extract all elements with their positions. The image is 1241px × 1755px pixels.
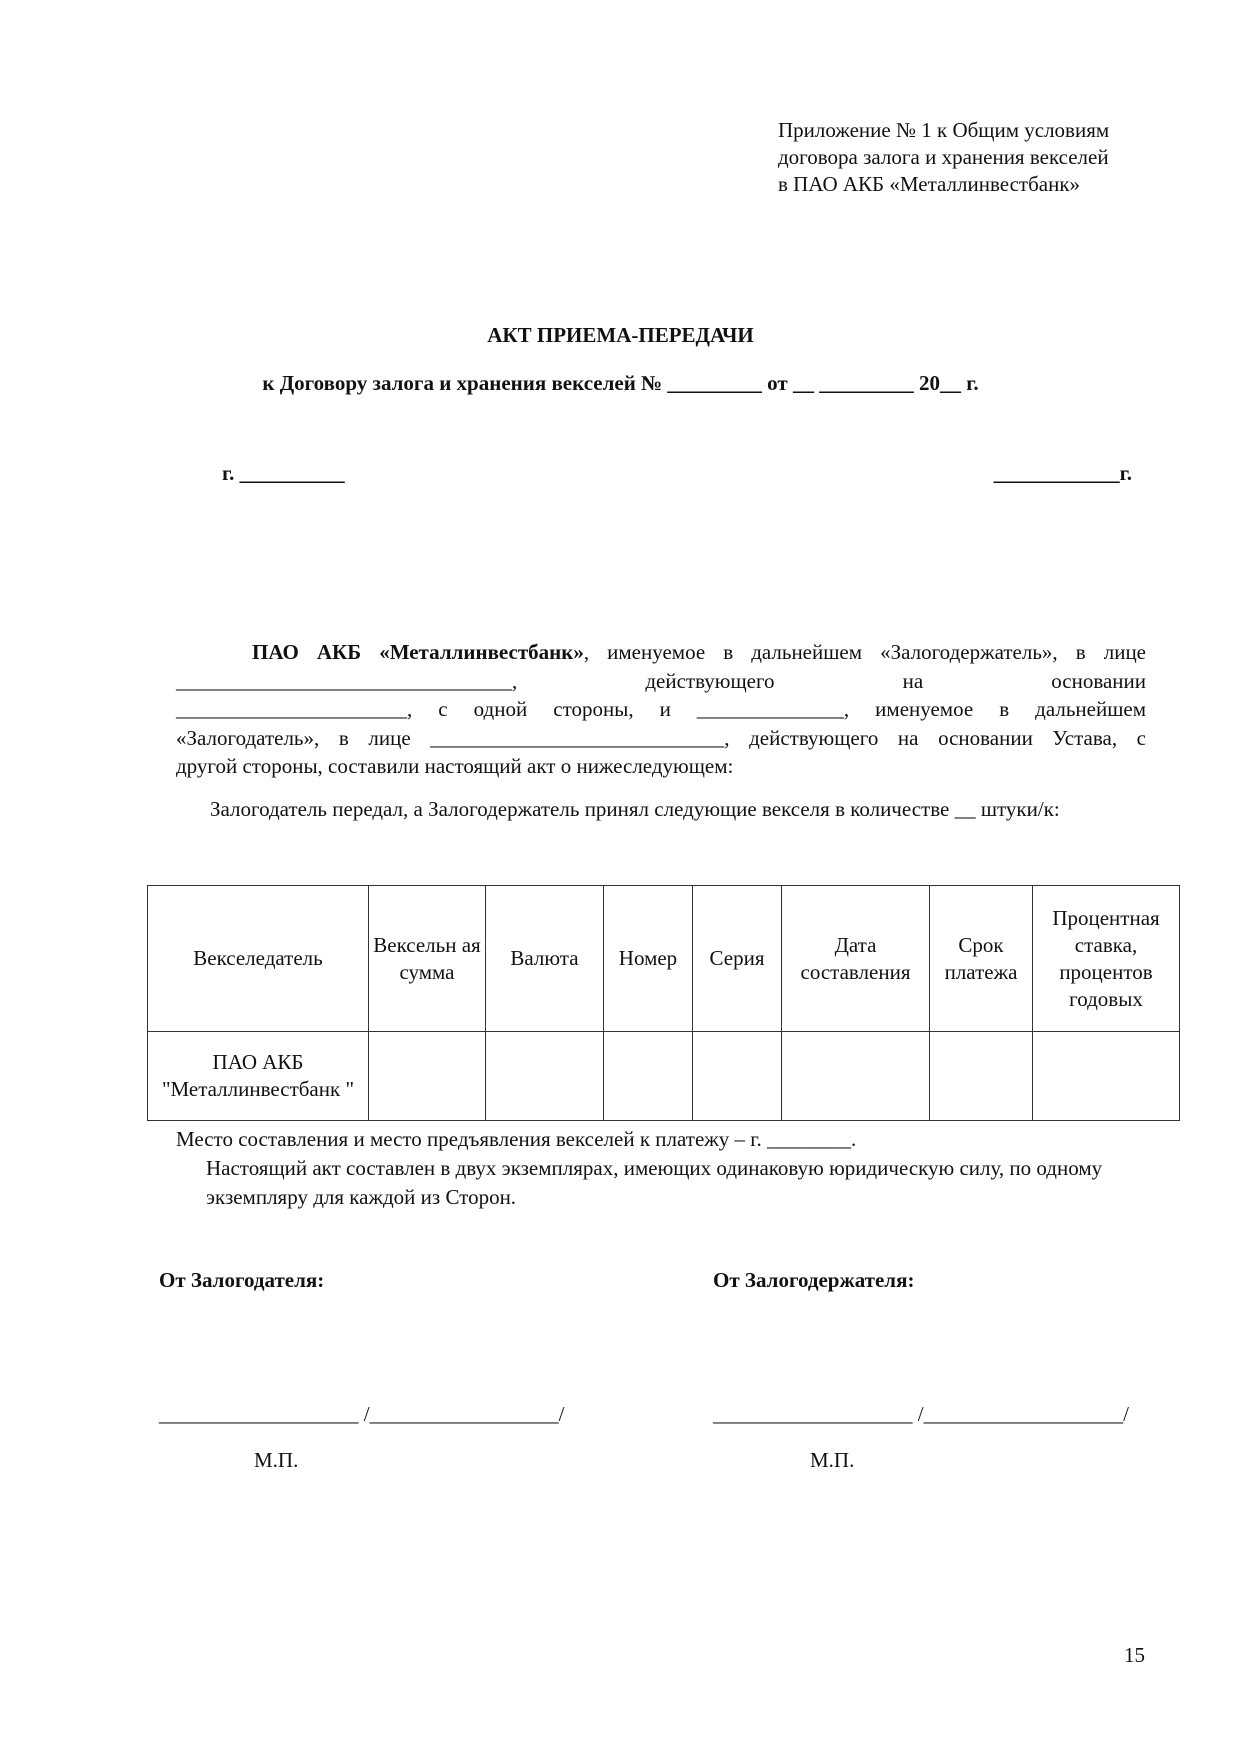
pledgor-label: От Залогодателя: xyxy=(159,1268,325,1292)
appendix-note xyxy=(778,117,1109,198)
table-header-row xyxy=(148,886,1180,1032)
header-amount: Вексельн ая сумма xyxy=(369,886,486,1032)
table-row xyxy=(148,1032,1180,1121)
appendix-line-1: Приложение № 1 к Общим условиям xyxy=(778,118,1110,142)
bills-table xyxy=(147,885,1180,1121)
cell-payment-term xyxy=(930,1032,1033,1121)
cell-amount xyxy=(369,1032,486,1121)
parties-line-5: другой стороны, составили настоящий акт о нижеследующем: xyxy=(176,754,734,778)
document-title: АКТ ПРИЕМА-ПЕРЕДАЧИ xyxy=(487,323,754,347)
cell-drawer: ПАО АКБ "Металлинвестбанк " xyxy=(148,1032,369,1121)
pledgor-stamp-place: М.П. xyxy=(254,1448,299,1472)
header-currency: Валюта xyxy=(486,886,604,1032)
header-payment-term: Срок платежа xyxy=(930,886,1033,1032)
cell-number xyxy=(604,1032,693,1121)
parties-line-2: ________________________________, действующего на основании xyxy=(176,668,1146,693)
transfer-statement: Залогодатель передал, а Залогодержатель принял следующие векселя в количестве __ штуки/к: xyxy=(210,797,1060,821)
appendix-line-2: договора залога и хранения векселей xyxy=(778,145,1109,169)
parties-paragraph xyxy=(176,638,1146,781)
bank-name: ПАО АКБ «Металлинвестбанк» xyxy=(252,640,584,664)
header-drawer: Векселедатель xyxy=(148,886,369,1032)
pledgee-signature-line: ___________________ /___________________/ xyxy=(713,1402,1129,1426)
date-field: ____________г. xyxy=(993,461,1132,485)
pledgee-stamp-place: М.П. xyxy=(810,1448,855,1472)
parties-line-3: ______________________, с одной стороны, и ______________, именуемое в дальнейшем xyxy=(176,697,1146,721)
cell-issue-date xyxy=(782,1032,930,1121)
header-issue-date: Дата составления xyxy=(782,886,930,1032)
pledgee-label: От Залогодержателя: xyxy=(713,1268,915,1292)
header-interest-rate: Процентная ставка, процентов годовых xyxy=(1033,886,1180,1032)
cell-series xyxy=(693,1032,782,1121)
copies-statement: Настоящий акт составлен в двух экземплярах, имеющих одинаковую юридическую силу, по одному экземпляру для каждой из Сторон. xyxy=(206,1156,1103,1209)
cell-interest-rate xyxy=(1033,1032,1180,1121)
parties-line-1-rest: , именуемое в дальнейшем «Залогодержатель», в лице xyxy=(583,640,1146,664)
page-number: 15 xyxy=(1124,1643,1145,1667)
place-statement: Место составления и место предъявления векселей к платежу – г. ________. xyxy=(176,1127,857,1151)
document-subtitle: к Договору залога и хранения векселей № _________ от __ _________ 20__ г. xyxy=(262,371,979,395)
parties-line-4: «Залогодатель», в лице ____________________________, действующего на основании Устава, с xyxy=(176,725,1146,750)
cell-currency xyxy=(486,1032,604,1121)
header-number: Номер xyxy=(604,886,693,1032)
pledgor-signature-line: ___________________ /__________________/ xyxy=(159,1402,565,1426)
parties-line-1 xyxy=(176,638,1146,667)
header-series: Серия xyxy=(693,886,782,1032)
appendix-line-3: в ПАО АКБ «Металлинвестбанк» xyxy=(778,172,1081,196)
city-field: г. __________ xyxy=(222,461,345,485)
